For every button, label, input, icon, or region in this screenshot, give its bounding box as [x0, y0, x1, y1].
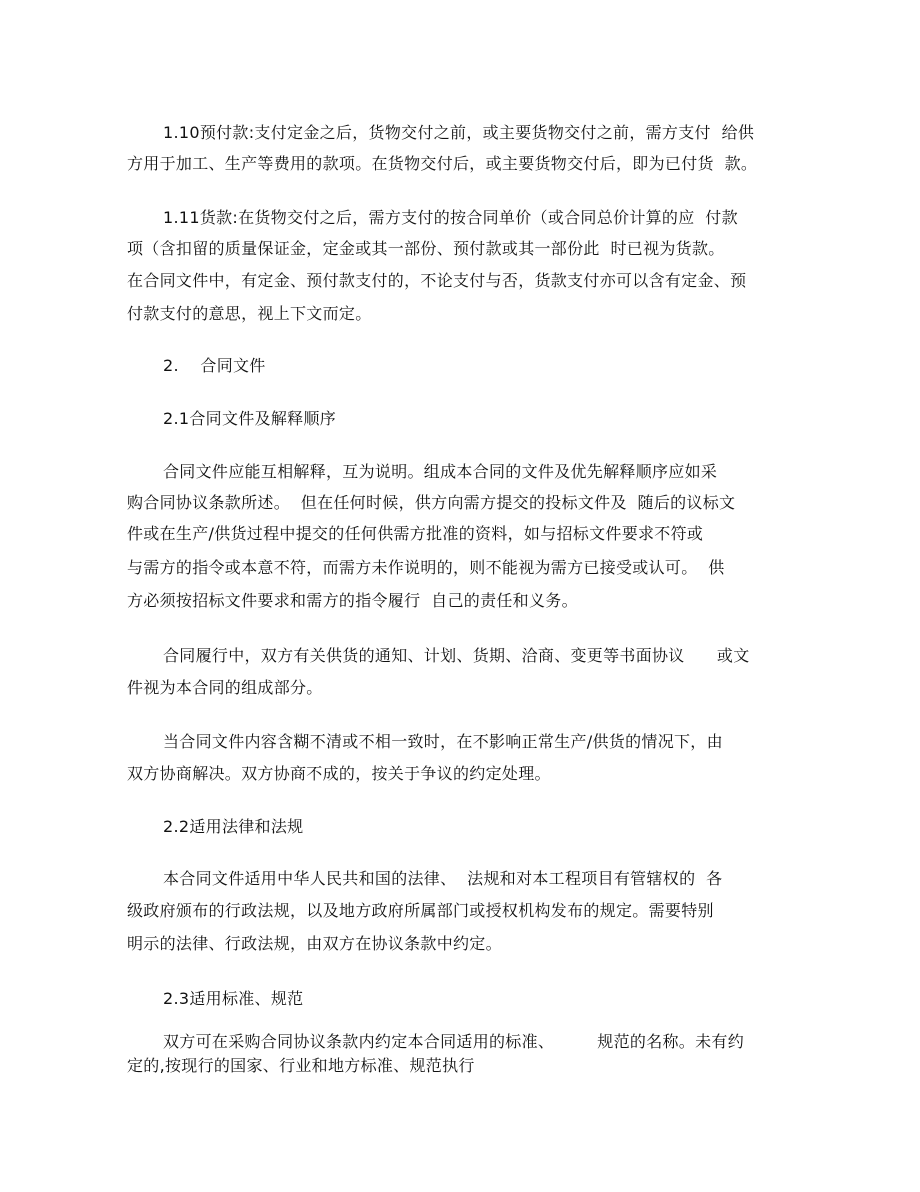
- text-line: 件视为本合同的组成部分。: [127, 678, 323, 697]
- text-line: 项（含扣留的质量保证金，定金或其一部份、预付款或其一部份此 时已视为货款。: [127, 239, 725, 258]
- text-line: 付款支付的意思，视上下文而定。: [127, 304, 372, 323]
- text-line: 方用于加工、生产等费用的款项。在货物交付后，或主要货物交付后，即为已付货 款。: [127, 154, 758, 173]
- text-line: 双方协商解决。双方协商不成的，按关于争议的约定处理。: [127, 764, 551, 783]
- text-line: 1.11货款:在货物交付之后，需方支付的按合同单价（或合同总价计算的应 付款: [163, 208, 738, 227]
- text-line: 在合同文件中，有定金、预付款支付的，不论支付与否，货款支付亦可以含有定金、预: [127, 271, 747, 290]
- text-line: 本合同文件适用中华人民共和国的法律、 法规和对本工程项目有管辖权的 各: [163, 869, 723, 888]
- section-heading: 2. 合同文件: [163, 356, 266, 375]
- text-line: 定的,按现行的国家、行业和地方标准、规范执行: [127, 1056, 475, 1075]
- text-line: 与需方的指令或本意不符，而需方未作说明的，则不能视为需方已接受或认可。 供: [127, 558, 725, 577]
- text-line: 级政府颁布的行政法规，以及地方政府所属部门或授权机构发布的规定。需要特别: [127, 901, 714, 920]
- text-line: 双方可在采购合同协议条款内约定本合同适用的标准、 规范的名称。未有约: [163, 1032, 744, 1051]
- subsection-heading: 2.3适用标准、规范: [163, 989, 304, 1008]
- text-line: 合同文件应能互相解释，互为说明。组成本合同的文件及优先解释顺序应如采: [163, 462, 718, 481]
- text-line: 合同履行中，双方有关供货的通知、计划、货期、洽商、变更等书面协议 或文: [163, 646, 750, 665]
- text-line: 明示的法律、行政法规，由双方在协议条款中约定。: [127, 934, 502, 953]
- text-line: 购合同协议条款所述。 但在任何时候，供方向需方提交的投标文件及 随后的议标文: [127, 493, 736, 512]
- subsection-heading: 2.1合同文件及解释顺序: [163, 409, 337, 428]
- text-line: 当合同文件内容含糊不清或不相一致时，在不影响正常生产/供货的情况下，由: [163, 732, 723, 751]
- subsection-heading: 2.2适用法律和法规: [163, 817, 304, 836]
- text-line: 1.10预付款:支付定金之后，货物交付之前，或主要货物交付之前，需方支付 给供: [163, 123, 755, 142]
- text-line: 件或在生产/供货过程中提交的任何供需方批准的资料，如与招标文件要求不符或: [127, 524, 704, 543]
- text-line: 方必须按招标文件要求和需方的指令履行 自己的责任和义务。: [127, 591, 578, 610]
